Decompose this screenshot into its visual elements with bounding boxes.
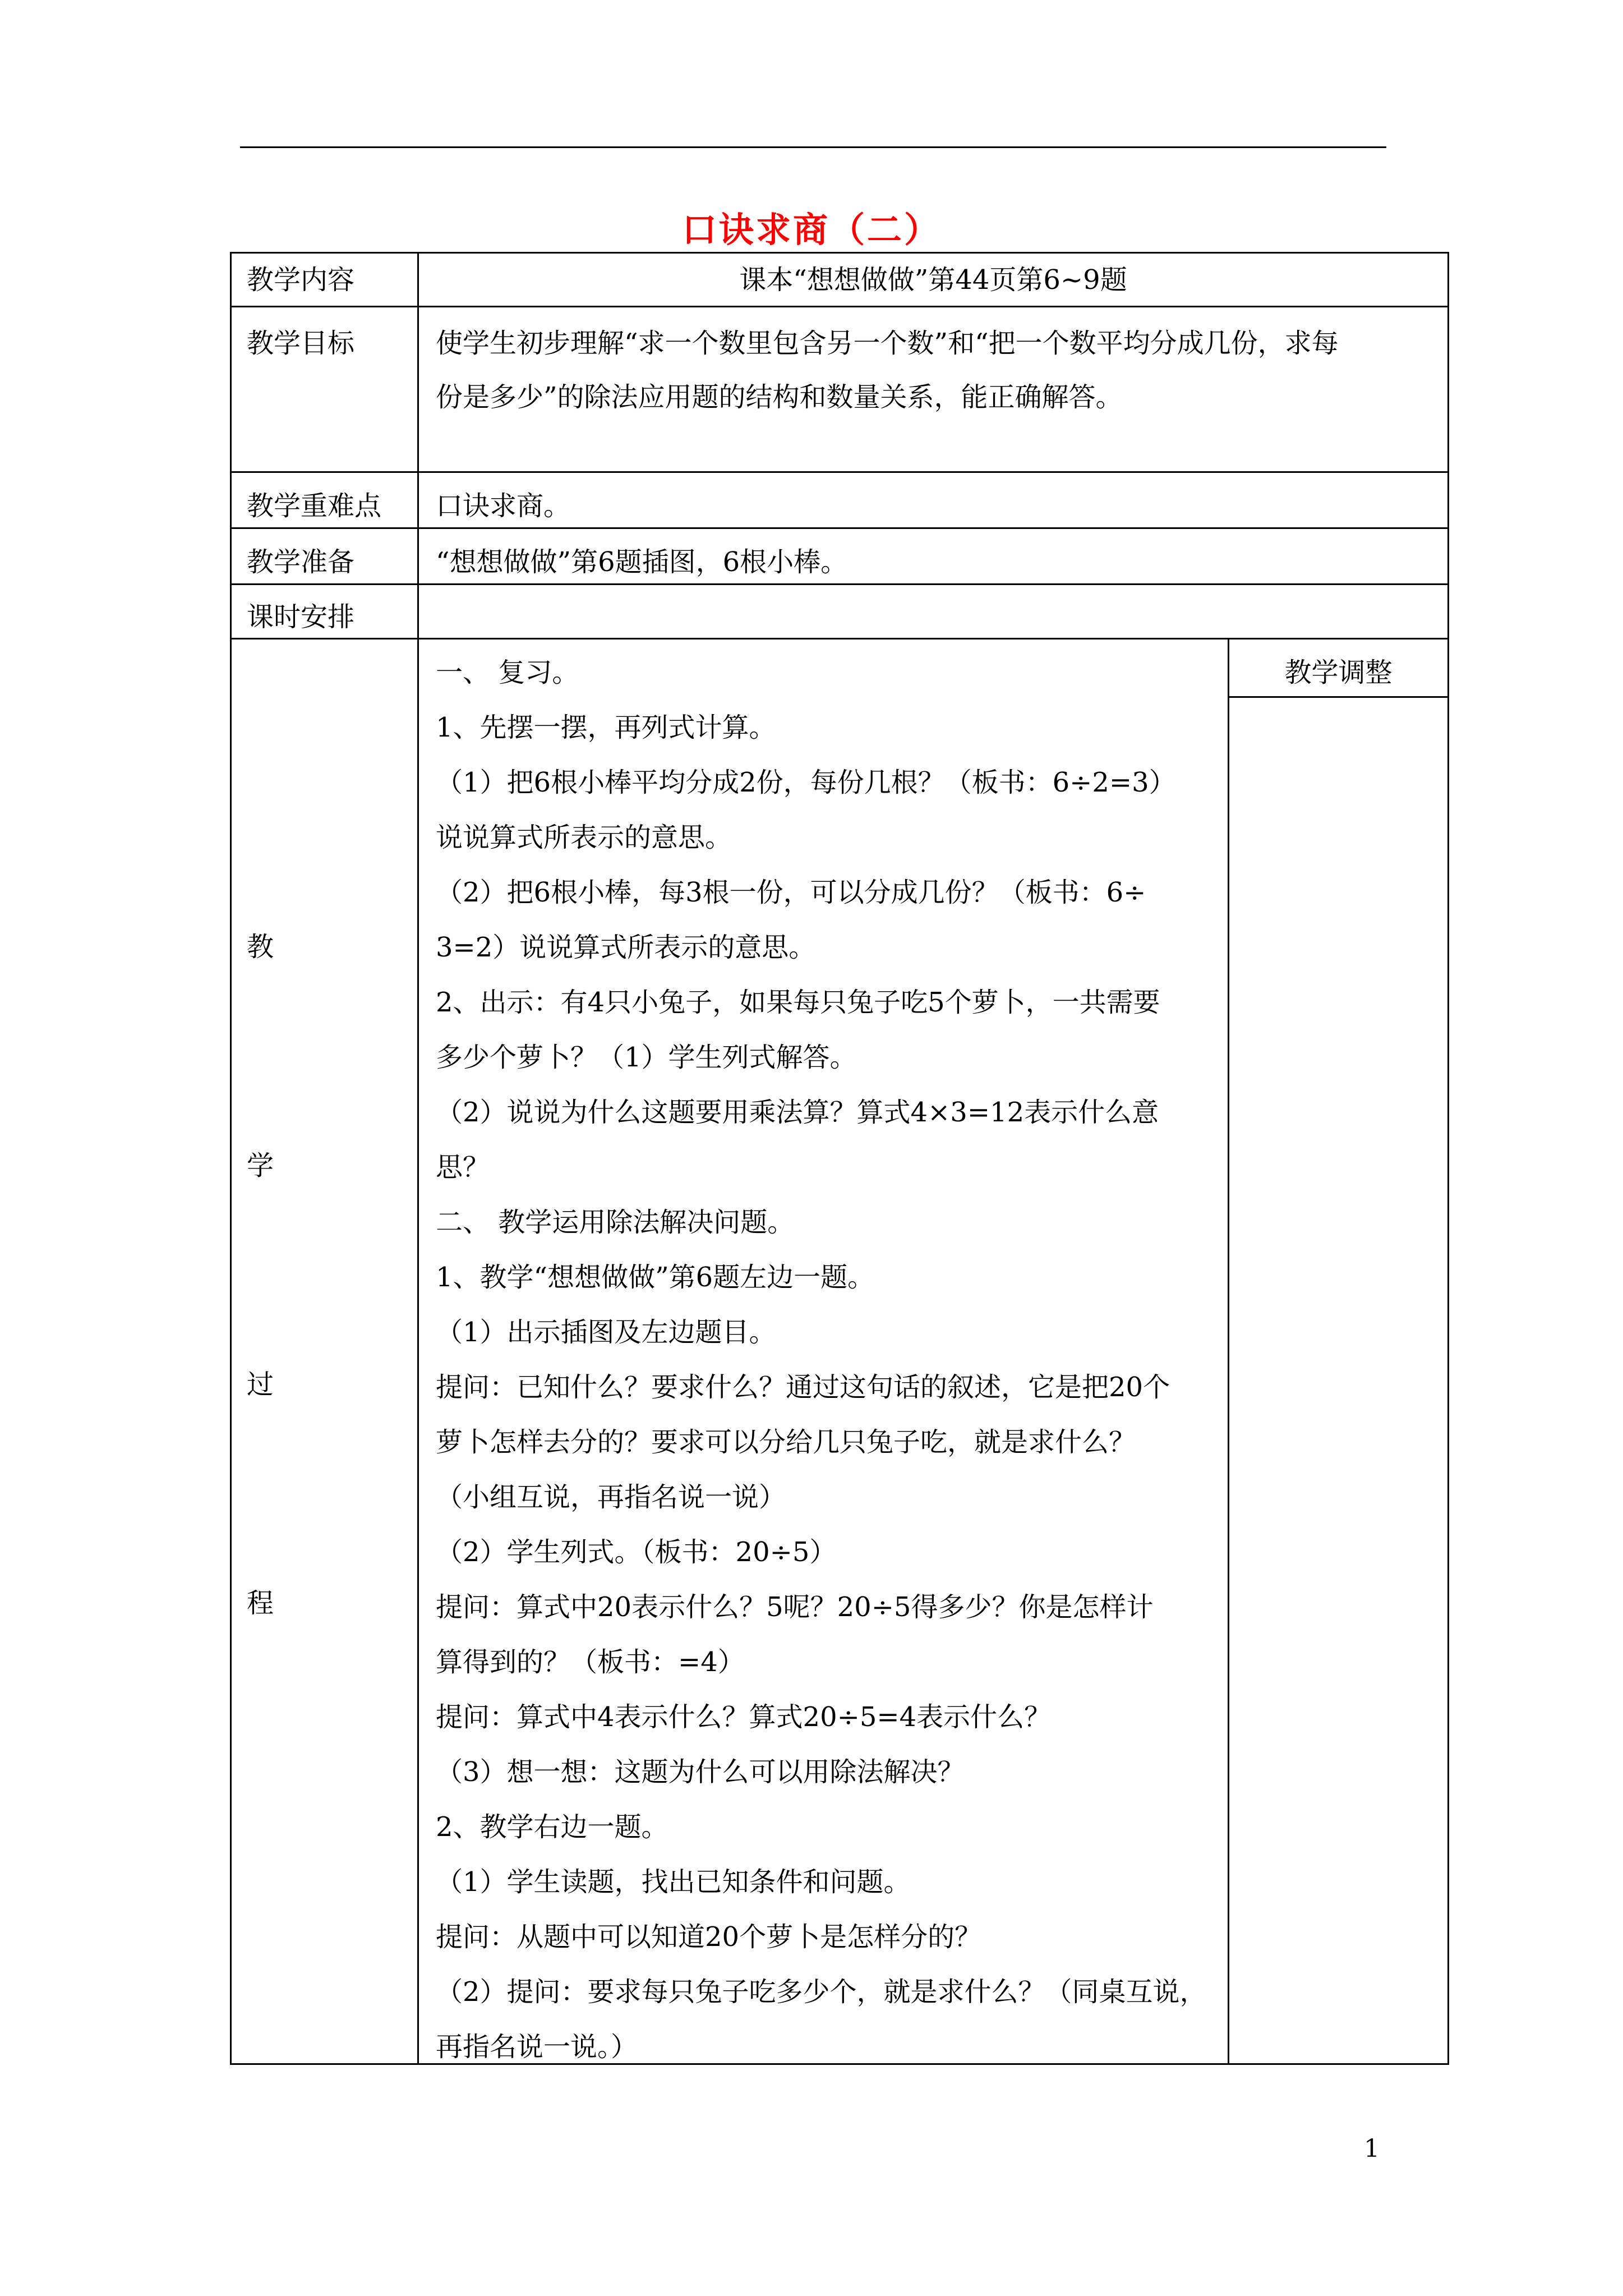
table-border bbox=[230, 527, 1449, 529]
process-line: 1、教学“想想做做”第6题左边一题。 bbox=[436, 1262, 875, 1293]
header-rule bbox=[240, 146, 1386, 148]
process-line: 一、 复习。 bbox=[436, 657, 579, 688]
process-line: 说说算式所表示的意思。 bbox=[436, 822, 732, 853]
process-line: 提问：算式中20表示什么？5呢？20÷5得多少？你是怎样计 bbox=[436, 1591, 1154, 1623]
process-line: （2）把6根小棒，每3根一份，可以分成几份？（板书：6÷ bbox=[436, 877, 1146, 908]
table-border bbox=[1228, 638, 1229, 2065]
process-line: 思？ bbox=[436, 1152, 490, 1183]
schedule-label: 课时安排 bbox=[247, 601, 355, 633]
content-label: 教学内容 bbox=[247, 264, 355, 296]
table-border bbox=[230, 2063, 1449, 2065]
process-label-char: 过 bbox=[247, 1369, 274, 1400]
process-line: （1）把6根小棒平均分成2份，每份几根？（板书：6÷2=3） bbox=[436, 767, 1176, 798]
process-line: 再指名说一说。） bbox=[436, 2031, 638, 2063]
process-label-char: 学 bbox=[247, 1150, 274, 1181]
process-line: 提问：已知什么？要求什么？通过这句话的叙述，它是把20个 bbox=[436, 1372, 1170, 1403]
process-line: （3）想一想：这题为什么可以用除法解决？ bbox=[436, 1756, 965, 1788]
table-border bbox=[230, 252, 232, 2065]
table-border bbox=[230, 638, 1449, 639]
adjust-header: 教学调整 bbox=[1284, 657, 1393, 688]
process-line: 1、先摆一摆，再列式计算。 bbox=[436, 712, 776, 743]
table-border bbox=[1447, 252, 1449, 2065]
process-line: 算得到的？（板书：=4） bbox=[436, 1646, 745, 1678]
table-border bbox=[417, 252, 419, 2065]
process-line: （1）出示插图及左边题目。 bbox=[436, 1317, 776, 1348]
objective-line: 份是多少”的除法应用题的结构和数量关系，能正确解答。 bbox=[436, 381, 1123, 413]
process-line: 萝卜怎样去分的？要求可以分给几只兔子吃，就是求什么？ bbox=[436, 1427, 1136, 1458]
process-label-char: 教 bbox=[247, 931, 274, 963]
preparation-value: “想想做做”第6题插图，6根小棒。 bbox=[436, 546, 848, 578]
process-line: 提问：算式中4表示什么？算式20÷5=4表示什么？ bbox=[436, 1701, 1052, 1733]
process-line: 3=2）说说算式所表示的意思。 bbox=[436, 932, 816, 963]
process-label-char: 程 bbox=[247, 1588, 274, 1619]
table-border bbox=[230, 471, 1449, 473]
process-line: （1）学生读题，找出已知条件和问题。 bbox=[436, 1866, 911, 1898]
process-line: （2）说说为什么这题要用乘法算？算式4×3=12表示什么意 bbox=[436, 1097, 1159, 1128]
objective-label: 教学目标 bbox=[247, 328, 355, 359]
process-line: 2、教学右边一题。 bbox=[436, 1811, 668, 1843]
process-line: （2）学生列式。（板书：20÷5） bbox=[436, 1536, 837, 1568]
key-points-value: 口诀求商。 bbox=[436, 490, 571, 522]
preparation-label: 教学准备 bbox=[247, 546, 355, 578]
page-title: 口诀求商（二） bbox=[681, 209, 941, 250]
process-line: 提问：从题中可以知道20个萝卜是怎样分的？ bbox=[436, 1921, 982, 1953]
objective-line: 使学生初步理解“求一个数里包含另一个数”和“把一个数平均分成几份，求每 bbox=[436, 328, 1339, 359]
process-line: 二、 教学运用除法解决问题。 bbox=[436, 1207, 795, 1238]
page-number: 1 bbox=[1364, 2134, 1380, 2163]
content-value: 课本“想想做做”第44页第6~9题 bbox=[739, 264, 1127, 296]
process-line: 多少个萝卜？（1）学生列式解答。 bbox=[436, 1042, 857, 1073]
process-line: 2、出示：有4只小兔子，如果每只兔子吃5个萝卜，一共需要 bbox=[436, 987, 1160, 1018]
process-line: （2）提问：要求每只兔子吃多少个，就是求什么？（同桌互说， bbox=[436, 1976, 1207, 2008]
process-line: （小组互说，再指名说一说） bbox=[436, 1481, 786, 1513]
key-points-label: 教学重难点 bbox=[247, 490, 382, 522]
